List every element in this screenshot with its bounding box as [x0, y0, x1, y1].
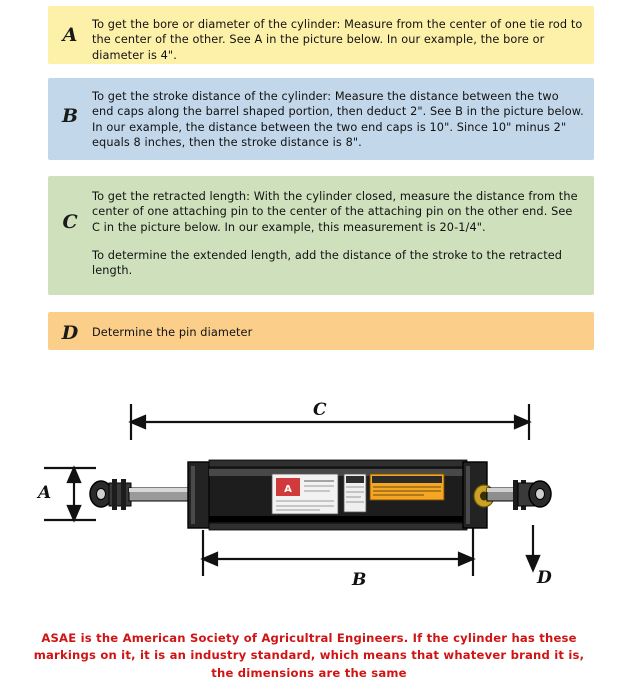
- dimension-line-d: [527, 525, 539, 570]
- dimension-label-a: A: [38, 483, 52, 503]
- asae-spec-label: [272, 474, 338, 514]
- cylinder-illustration-svg: [0, 380, 618, 620]
- dimension-line-a: [44, 468, 96, 520]
- block-letter-b: B: [61, 105, 79, 127]
- block-body-b: [92, 89, 594, 150]
- block-body-c: [92, 189, 594, 278]
- block-d-paragraph-1: Determine the pin diameter: [92, 326, 253, 339]
- dimension-label-b: B: [352, 570, 367, 590]
- instruction-block-a: [48, 6, 594, 64]
- block-a-paragraph-1: To get the bore or diameter of the cylinder: Measure from the center of one tie rod to the center of the other. See A in the picture below. In our example, the bore or diameter is 4".: [92, 18, 583, 62]
- block-body-a: [92, 17, 594, 63]
- front-end-cap: [188, 462, 210, 528]
- dimension-line-c: [131, 404, 529, 440]
- dimension-label-d: D: [537, 568, 552, 588]
- instruction-block-b: [48, 78, 594, 160]
- svg-text:A: A: [284, 484, 292, 495]
- cylinder-body: [90, 460, 551, 530]
- block-letter-d: D: [61, 322, 79, 344]
- block-b-paragraph-1: To get the stroke distance of the cylinder: Measure the distance between the two end caps along the barrel shaped portion, then deduct 2". See B in the picture below. In our example, the distance between the two end caps is 10". Since 10" minus 2" equals 8 inches, then the stroke distance is 8".: [92, 90, 584, 149]
- rear-clevis: [487, 480, 551, 510]
- block-letter-c: C: [62, 211, 78, 233]
- instruction-block-d: [48, 312, 594, 350]
- footer-note: ASAE is the American Society of Agricultral Engineers. If the cylinder has these markings on it, it is an industry standard, which means that whatever brand it is, the dimensions are the same: [33, 631, 585, 680]
- piston-rod: [129, 488, 191, 501]
- hydraulic-cylinder-diagram: [0, 380, 618, 620]
- dimension-label-c: C: [313, 400, 327, 420]
- block-c-paragraph-1: To get the retracted length: With the cylinder closed, measure the distance from the center of one attaching pin to the center of the attaching pin on the other end. See C in the picture below. In our example, this measurement is 20-1/4".: [92, 190, 578, 234]
- instruction-block-c: [48, 176, 594, 295]
- left-clevis: [90, 479, 131, 510]
- block-body-d: [92, 322, 594, 340]
- block-c-paragraph-2: To determine the extended length, add the distance of the stroke to the retracted length.: [92, 248, 563, 277]
- block-letter-a: A: [62, 24, 78, 46]
